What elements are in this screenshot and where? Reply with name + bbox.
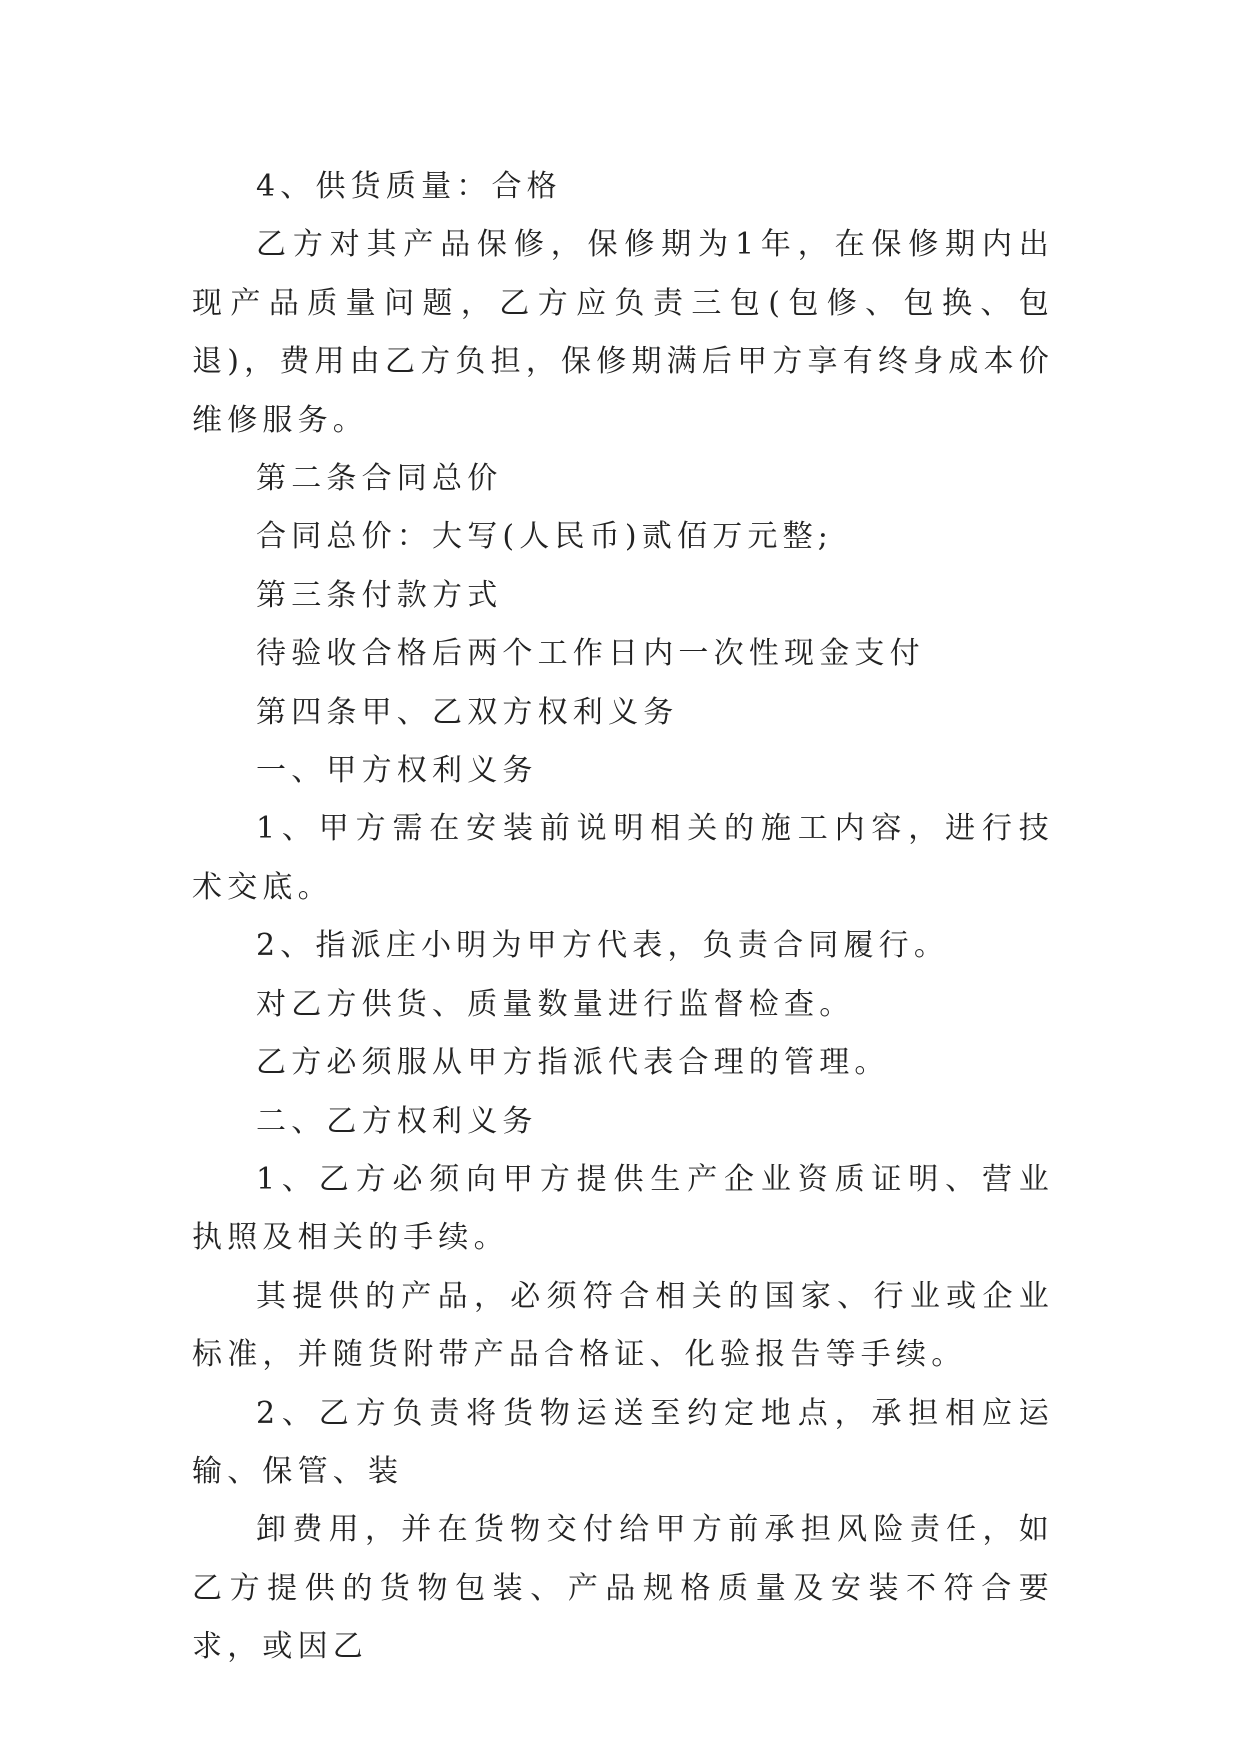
heading-article-2: 第二条合同总价	[256, 461, 503, 497]
heading-party-b-duties: 二、乙方权利义务	[256, 1103, 538, 1139]
paragraph-supervision: 对乙方供货、质量数量进行监督检查。	[256, 986, 855, 1022]
document-body	[192, 158, 1054, 1677]
heading-party-a-duties: 一、甲方权利义务	[256, 753, 538, 789]
paragraph-party-a-item-2: 2、指派庄小明为甲方代表，负责合同履行。	[256, 928, 950, 964]
paragraph-product-standards: 其提供的产品，必须符合相关的国家、行业或企业标准，并随货附带产品合格证、化验报告等手续。	[192, 1278, 1054, 1373]
paragraph-total-price: 合同总价：大写(人民币)贰佰万元整;	[256, 519, 834, 555]
paragraph-warranty: 乙方对其产品保修，保修期为1年，在保修期内出现产品质量问题，乙方应负责三包(包修、包换、包退)，费用由乙方负担，保修期满后甲方享有终身成本价维修服务。	[192, 227, 1054, 438]
paragraph-party-b-item-1: 1、乙方必须向甲方提供生产企业资质证明、营业执照及相关的手续。	[192, 1161, 1054, 1256]
paragraph-party-b-item-2: 2、乙方负责将货物运送至约定地点，承担相应运输、保管、装	[192, 1395, 1054, 1489]
paragraph-obey-management: 乙方必须服从甲方指派代表合理的管理。	[256, 1045, 890, 1081]
paragraph-supply-quality: 4、供货质量：合格	[256, 169, 562, 204]
paragraph-unloading-risk: 卸费用，并在货物交付给甲方前承担风险责任，如乙方提供的货物包装、产品规格质量及安装不符合要求，或因乙	[192, 1512, 1054, 1665]
heading-article-4: 第四条甲、乙双方权利义务	[256, 694, 679, 730]
paragraph-party-a-item-1: 1、甲方需在安装前说明相关的施工内容，进行技术交底。	[192, 811, 1054, 905]
heading-article-3: 第三条付款方式	[256, 577, 503, 613]
paragraph-payment: 待验收合格后两个工作日内一次性现金支付	[256, 636, 925, 672]
